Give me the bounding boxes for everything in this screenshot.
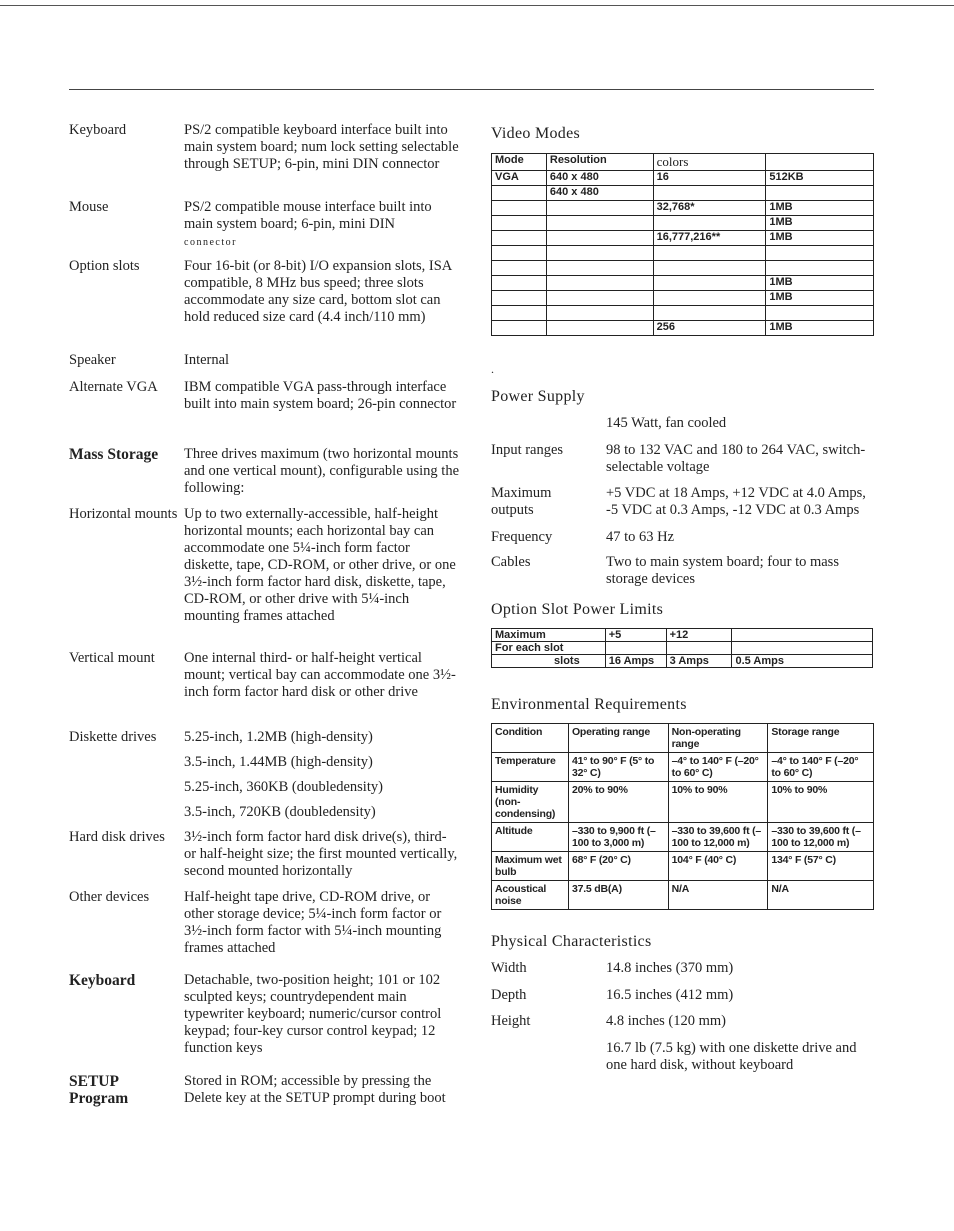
spec-label: Vertical mount xyxy=(69,650,155,666)
table-row xyxy=(492,629,873,642)
spec-label: Speaker xyxy=(69,352,116,368)
table-cell xyxy=(605,642,666,655)
power-supply-heading: Power Supply xyxy=(491,388,585,405)
table-row xyxy=(492,261,874,276)
spec-value: 3½-inch form factor hard disk drive(s), third- or half-height size; the first mounted vertically, second mounted horizontally xyxy=(184,829,458,879)
table-cell xyxy=(653,291,766,306)
spec-value: 3.5-inch, 720KB (doubledensity) xyxy=(184,804,376,820)
table-row xyxy=(492,216,874,231)
table-cell xyxy=(546,321,653,336)
table-cell: 16 xyxy=(653,171,766,186)
table-cell: Humidity (non-condensing) xyxy=(492,782,569,823)
table-header-cell: Storage range xyxy=(768,724,874,753)
table-cell: 512KB xyxy=(766,171,874,186)
table-cell: 16,777,216** xyxy=(653,231,766,246)
video-modes-table xyxy=(491,153,874,336)
table-cell xyxy=(653,246,766,261)
table-cell xyxy=(546,291,653,306)
table-cell: 32,768* xyxy=(653,201,766,216)
table-cell: 0.5 Amps xyxy=(732,655,873,668)
row-value: 16.5 inches (412 mm) xyxy=(606,987,734,1003)
table-row xyxy=(492,642,873,655)
spec-label: Alternate VGA xyxy=(69,379,158,395)
table-cell: 10% to 90% xyxy=(668,782,768,823)
row-label: Depth xyxy=(491,987,527,1003)
table-header-row xyxy=(492,154,874,171)
table-cell xyxy=(492,261,547,276)
spec-label: SETUP Program xyxy=(69,1073,129,1107)
table-cell xyxy=(653,261,766,276)
table-cell xyxy=(492,321,547,336)
table-row xyxy=(492,186,874,201)
table-cell xyxy=(546,231,653,246)
table-cell: +12 xyxy=(666,629,732,642)
table-row xyxy=(492,231,874,246)
table-cell xyxy=(653,276,766,291)
table-header-cell: Condition xyxy=(492,724,569,753)
table-cell xyxy=(766,186,874,201)
table-cell: 37.5 dB(A) xyxy=(568,881,668,910)
physical-heading: Physical Characteristics xyxy=(491,933,652,950)
spec-value: 5.25-inch, 1.2MB (high-density) xyxy=(184,729,373,745)
table-header-row xyxy=(492,724,874,753)
table-header-cell: colors xyxy=(653,154,766,171)
table-cell xyxy=(546,201,653,216)
spec-label: Keyboard xyxy=(69,972,136,989)
table-cell: Maximum xyxy=(492,629,606,642)
table-cell xyxy=(546,276,653,291)
table-cell: 104° F (40° C) xyxy=(668,852,768,881)
table-cell: For each slot xyxy=(492,642,606,655)
row-value: 145 Watt, fan cooled xyxy=(606,415,727,431)
table-cell xyxy=(546,261,653,276)
row-value: +5 VDC at 18 Amps, +12 VDC at 4.0 Amps, -5 VDC at 0.3 Amps, -12 VDC at 0.3 Amps xyxy=(606,485,866,518)
table-cell xyxy=(546,216,653,231)
row-label: Width xyxy=(491,960,527,976)
table-cell: VGA xyxy=(492,171,547,186)
table-cell: 134° F (57° C) xyxy=(768,852,874,881)
spec-value: Three drives maximum (two horizontal mounts and one vertical mount), configurable using the following: xyxy=(184,446,460,496)
table-cell xyxy=(492,291,547,306)
table-cell xyxy=(732,629,873,642)
spec-value: 5.25-inch, 360KB (doubledensity) xyxy=(184,779,383,795)
table-cell: N/A xyxy=(668,881,768,910)
spec-label: Keyboard xyxy=(69,122,127,138)
row-label: Maximum outputs xyxy=(491,485,552,518)
row-value: 16.7 lb (7.5 kg) with one diskette drive and one hard disk, without keyboard xyxy=(606,1040,857,1073)
table-row xyxy=(492,782,874,823)
table-cell xyxy=(653,306,766,321)
table-row xyxy=(492,306,874,321)
table-row xyxy=(492,881,874,910)
table-row xyxy=(492,753,874,782)
row-label: Input ranges xyxy=(491,442,564,458)
table-cell xyxy=(492,231,547,246)
table-cell: 640 x 480 xyxy=(546,186,653,201)
table-row xyxy=(492,852,874,881)
table-cell: Altitude xyxy=(492,823,569,852)
table-cell: 1MB xyxy=(766,276,874,291)
spec-value: Up to two externally-accessible, half-height horizontal mounts; each horizontal bay can accommodate one 5¼-inch form factor diskette, tape, CD-ROM, or other drive, or one 3½-inch form factor hard disk, diskette, tape, CD-ROM, or other drive with 5¼-inch mounting frames attached xyxy=(184,506,456,624)
row-value: 14.8 inches (370 mm) xyxy=(606,960,734,976)
spec-value: Half-height tape drive, CD-ROM drive, or other storage device; 5¼-inch form factor or 3½-inch form factor with 5¼-inch mounting frames attached xyxy=(184,889,442,956)
table-cell xyxy=(766,261,874,276)
option-slot-heading: Option Slot Power Limits xyxy=(491,601,664,618)
table-cell xyxy=(492,246,547,261)
stray-mark: . xyxy=(491,362,494,376)
table-cell: 10% to 90% xyxy=(768,782,874,823)
table-row xyxy=(492,823,874,852)
row-value: 4.8 inches (120 mm) xyxy=(606,1013,727,1029)
table-cell: –330 to 9,900 ft (–100 to 3,000 m) xyxy=(568,823,668,852)
table-cell: 1MB xyxy=(766,291,874,306)
spec-value: Stored in ROM; accessible by pressing the Delete key at the SETUP prompt during boot xyxy=(184,1073,446,1106)
table-cell xyxy=(766,306,874,321)
table-cell: 640 x 480 xyxy=(546,171,653,186)
table-cell: –4° to 140° F (–20° to 60° C) xyxy=(768,753,874,782)
spec-value: Detachable, two-position height; 101 or 102 sculpted keys; countrydependent main typewriter keyboard; numeric/cursor control keypad; four-key cursor control keypad; 12 function keys xyxy=(184,972,442,1056)
table-row xyxy=(492,276,874,291)
spec-label: Horizontal mounts xyxy=(69,506,178,522)
spec-label: Mouse xyxy=(69,199,109,215)
table-cell xyxy=(546,246,653,261)
table-cell: 41° to 90° F (5° to 32° C) xyxy=(568,753,668,782)
spec-value: Internal xyxy=(184,352,230,368)
table-cell: N/A xyxy=(768,881,874,910)
spec-label: Hard disk drives xyxy=(69,829,165,845)
table-cell: 256 xyxy=(653,321,766,336)
spec-label: Other devices xyxy=(69,889,150,905)
table-cell: 1MB xyxy=(766,231,874,246)
table-row xyxy=(492,321,874,336)
table-row xyxy=(492,201,874,216)
spec-value: connector xyxy=(184,237,237,248)
table-cell xyxy=(666,642,732,655)
table-row xyxy=(492,291,874,306)
table-cell: –330 to 39,600 ft (–100 to 12,000 m) xyxy=(668,823,768,852)
spec-label: Diskette drives xyxy=(69,729,157,745)
table-cell: 20% to 90% xyxy=(568,782,668,823)
row-label: Cables xyxy=(491,554,531,570)
table-header-cell: Resolution xyxy=(546,154,653,171)
table-cell xyxy=(653,216,766,231)
table-header-cell: Operating range xyxy=(568,724,668,753)
row-value: 47 to 63 Hz xyxy=(606,529,675,545)
row-label: Frequency xyxy=(491,529,553,545)
table-cell: Acoustical noise xyxy=(492,881,569,910)
table-cell: slots xyxy=(492,655,606,668)
table-cell: 1MB xyxy=(766,201,874,216)
spec-value: Four 16-bit (or 8-bit) I/O expansion slots, ISA compatible, 8 MHz bus speed; three slots accommodate any size card, bottom slot can hold reduced size card (4.4 inch/110 mm) xyxy=(184,258,452,325)
table-header-cell: Non-operating range xyxy=(668,724,768,753)
table-cell: 68° F (20° C) xyxy=(568,852,668,881)
spec-value: PS/2 compatible keyboard interface built into main system board; num lock setting selectable through SETUP; 6-pin, mini DIN connector xyxy=(184,122,459,172)
spec-value: 3.5-inch, 1.44MB (high-density) xyxy=(184,754,373,770)
table-cell: 16 Amps xyxy=(605,655,666,668)
row-value: Two to main system board; four to mass storage devices xyxy=(606,554,839,587)
table-cell: 3 Amps xyxy=(666,655,732,668)
table-cell xyxy=(492,276,547,291)
table-cell: –4° to 140° F (–20° to 60° C) xyxy=(668,753,768,782)
table-cell: –330 to 39,600 ft (–100 to 12,000 m) xyxy=(768,823,874,852)
table-row xyxy=(492,246,874,261)
spec-label: Mass Storage xyxy=(69,446,159,463)
top-rule xyxy=(0,5,954,6)
environmental-heading: Environmental Requirements xyxy=(491,696,687,713)
table-cell xyxy=(492,201,547,216)
table-row xyxy=(492,655,873,668)
table-cell xyxy=(766,246,874,261)
table-cell xyxy=(492,216,547,231)
table-cell: 1MB xyxy=(766,321,874,336)
table-cell xyxy=(492,306,547,321)
table-header-cell: Mode xyxy=(492,154,547,171)
spec-label: Option slots xyxy=(69,258,140,274)
table-header-cell xyxy=(766,154,874,171)
header-rule xyxy=(69,89,874,90)
table-cell: Maximum wet bulb xyxy=(492,852,569,881)
table-cell: +5 xyxy=(605,629,666,642)
table-cell xyxy=(492,186,547,201)
spec-value: IBM compatible VGA pass-through interface built into main system board; 26-pin connector xyxy=(184,379,457,412)
table-cell xyxy=(732,642,873,655)
option-slot-table xyxy=(491,628,873,668)
table-cell xyxy=(653,186,766,201)
row-label: Height xyxy=(491,1013,531,1029)
table-row xyxy=(492,171,874,186)
environmental-table xyxy=(491,723,874,910)
table-cell: Temperature xyxy=(492,753,569,782)
row-value: 98 to 132 VAC and 180 to 264 VAC, switch-selectable voltage xyxy=(606,442,866,475)
video-modes-heading: Video Modes xyxy=(491,125,580,142)
table-cell: 1MB xyxy=(766,216,874,231)
spec-value: One internal third- or half-height vertical mount; vertical bay can accommodate one 3½-inch form factor hard disk or other drive xyxy=(184,650,456,700)
table-cell xyxy=(546,306,653,321)
spec-value: PS/2 compatible mouse interface built into main system board; 6-pin, mini DIN xyxy=(184,199,432,232)
